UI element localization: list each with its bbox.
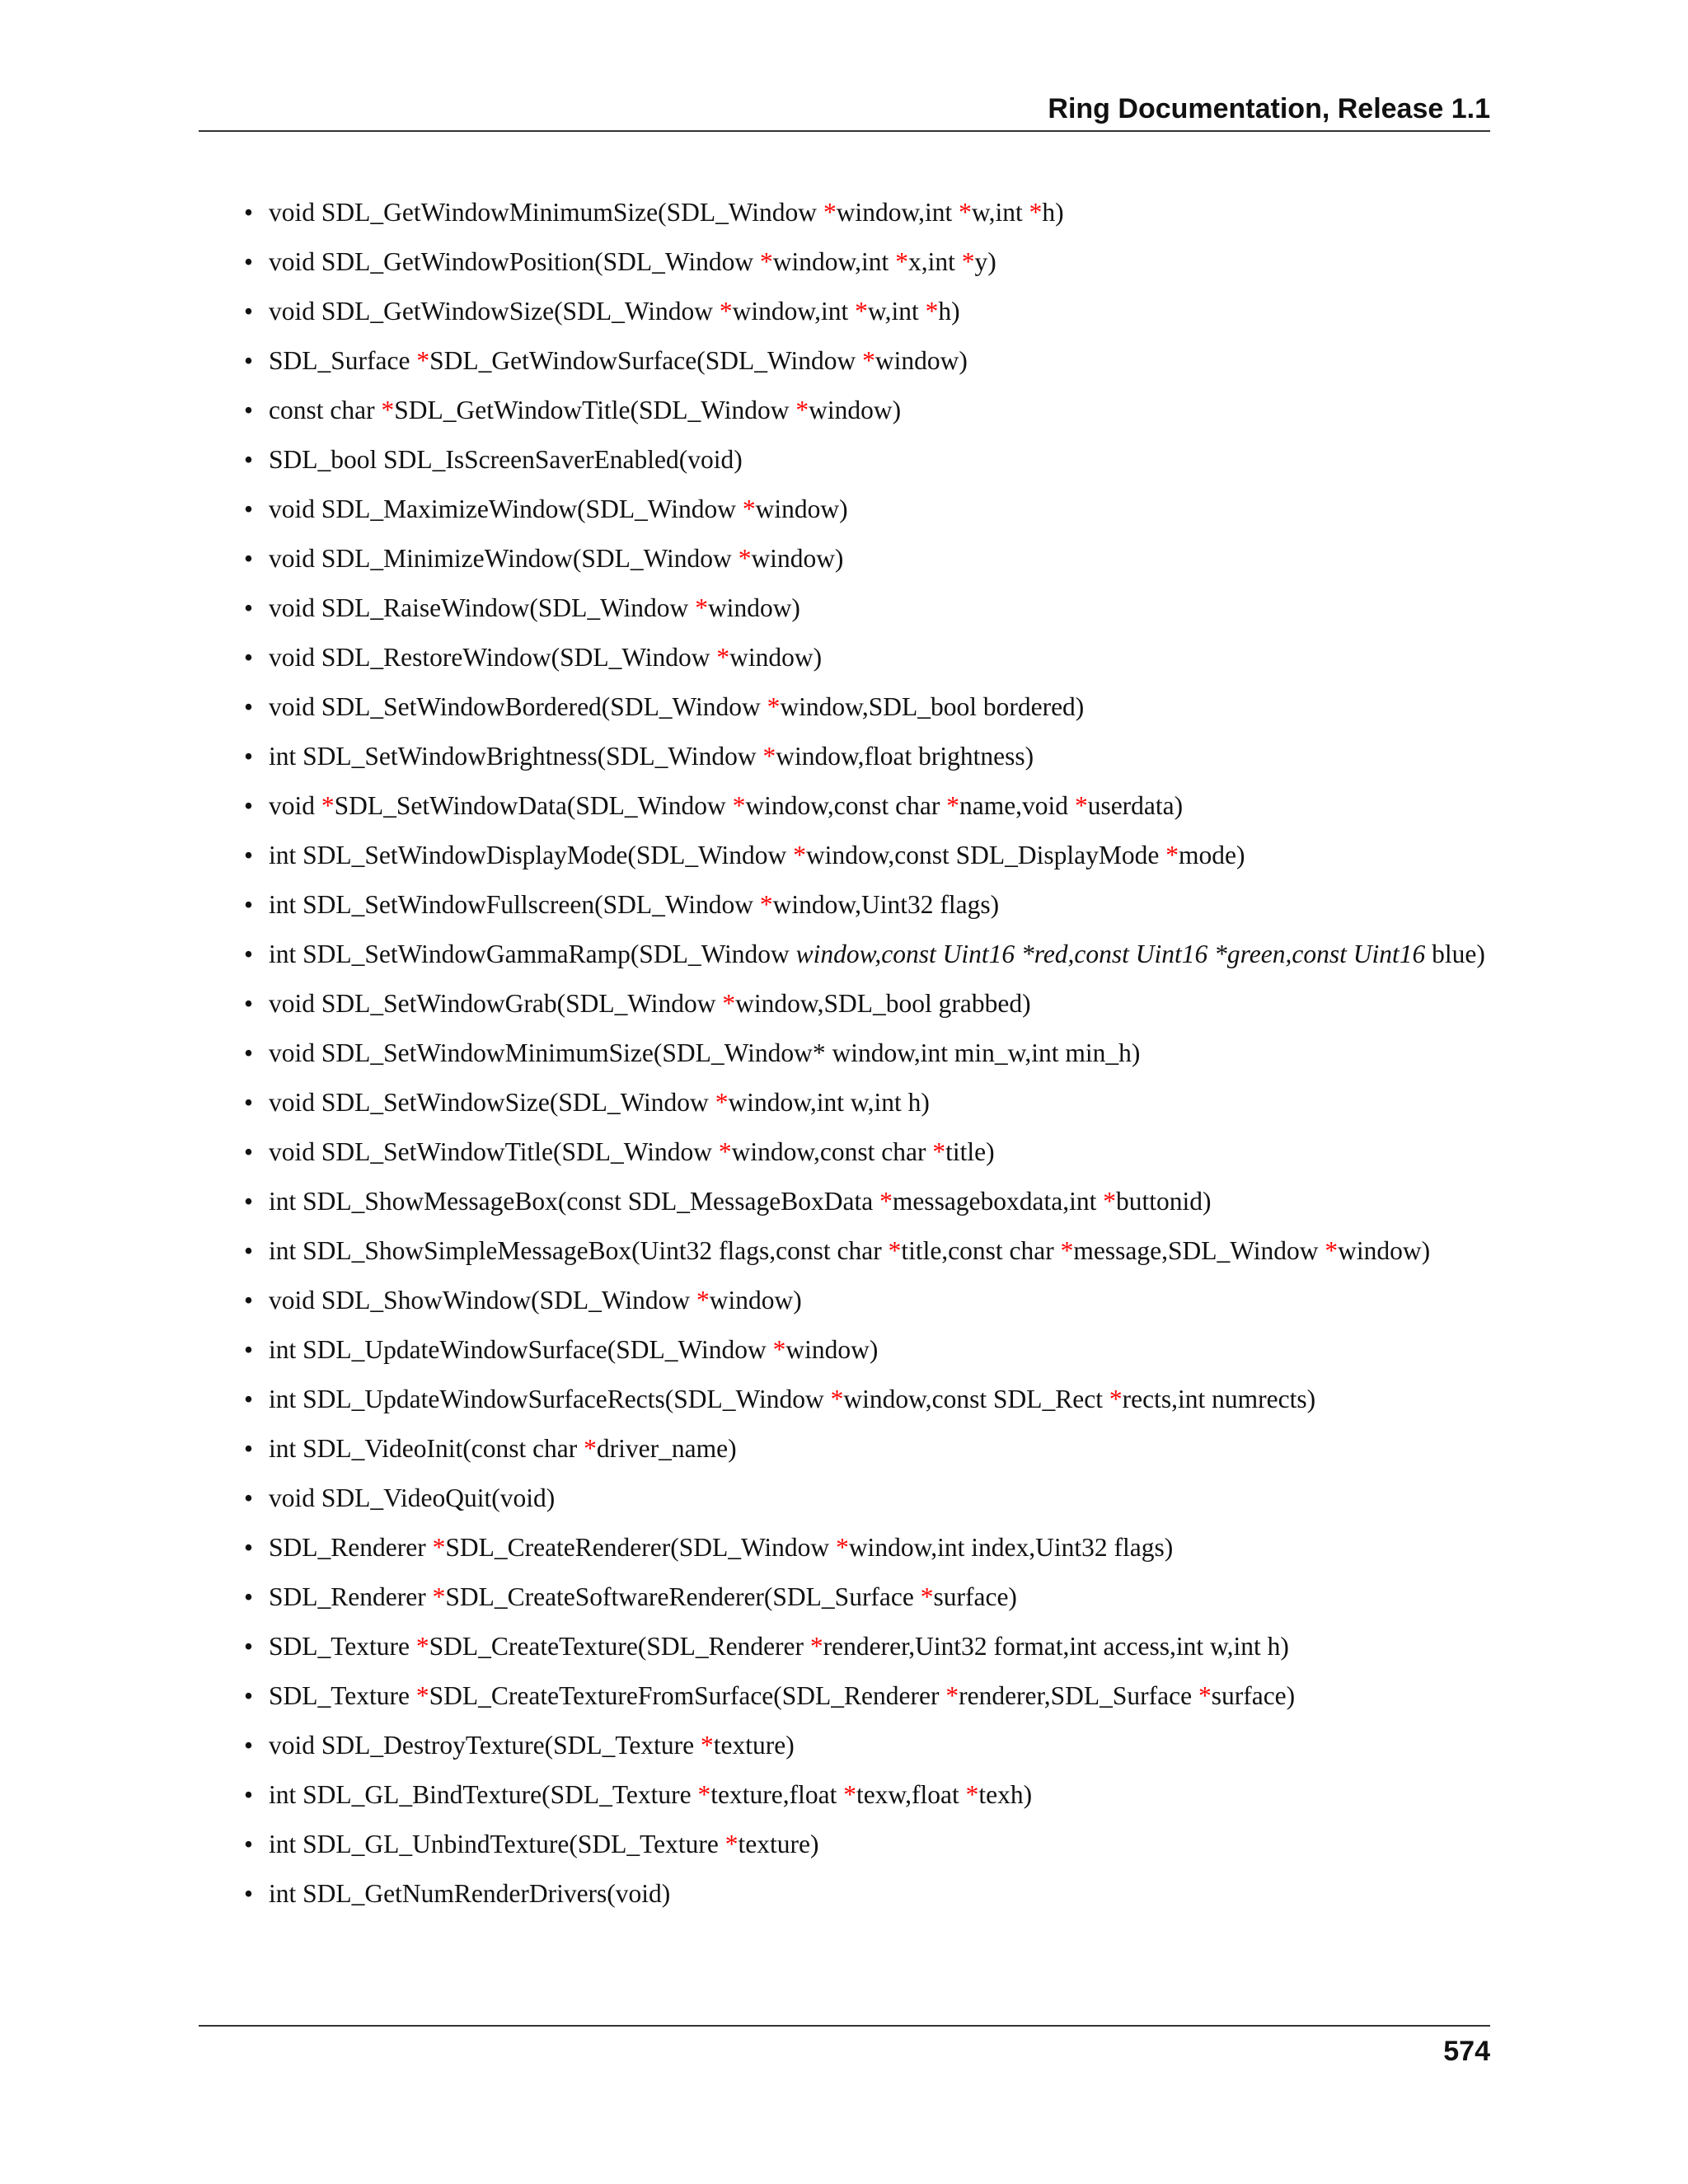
function-signature [269,198,1064,227]
signature-text: driver_name) [596,1434,737,1463]
signature-text: window,SDL_bool bordered) [780,692,1085,721]
signature-text: window) [785,1335,879,1364]
function-signature [269,247,996,276]
signature-text: int SDL_SetWindowGammaRamp(SDL_Window [269,940,796,968]
signature-text: renderer,Uint32 format,int access,int w,int h) [823,1632,1289,1661]
function-item [244,1531,1493,1564]
function-item [244,888,1493,921]
signature-text: rects,int numrects) [1122,1385,1316,1413]
function-item [244,740,1493,773]
signature-text: void SDL_VideoQuit(void) [269,1483,556,1512]
bullet-icon: • [244,445,254,474]
function-signature [269,940,1485,968]
bullet-icon: • [244,1038,254,1067]
signature-text: blue) [1425,940,1485,968]
bullet-icon: • [244,593,254,622]
signature-text: h) [1042,198,1064,227]
signature-text: void SDL_SetWindowSize(SDL_Window [269,1088,715,1117]
signature-text: window) [755,494,848,523]
pointer-star: * [879,1187,893,1216]
bullet-icon: • [244,1236,254,1265]
function-signature [269,445,743,474]
function-signature [269,1830,818,1858]
signature-text: window,int w,int h) [728,1088,930,1117]
bullet-icon: • [244,1483,254,1512]
bullet-icon: • [244,1632,254,1661]
function-signature [269,1582,1017,1611]
pointer-star: * [762,742,776,771]
signature-text: SDL_CreateSoftwareRenderer(SDL_Surface [445,1582,921,1611]
pointer-star: * [759,247,773,276]
bullet-icon: • [244,1385,254,1413]
bullet-icon: • [244,890,254,919]
function-signature [269,494,848,523]
function-signature [269,742,1034,771]
function-signature [269,1434,737,1463]
signature-text: window,SDL_bool grabbed) [735,989,1031,1018]
signature-text: surface) [933,1582,1017,1611]
signature-text: SDL_CreateTextureFromSurface(SDL_Renderer [429,1681,946,1710]
signature-text: SDL_GetWindowSurface(SDL_Window [429,346,863,375]
signature-text: void SDL_RaiseWindow(SDL_Window [269,593,696,622]
bullet-icon: • [244,791,254,820]
bullet-icon: • [244,1187,254,1216]
bullet-icon: • [244,1286,254,1315]
function-signature [269,346,968,375]
signature-text: void SDL_RestoreWindow(SDL_Window [269,643,717,672]
signature-text: SDL_GetWindowTitle(SDL_Window [394,396,796,424]
function-item [244,1235,1493,1268]
signature-text: name,void [959,791,1075,820]
signature-text: window,const Uint16 *red,const Uint16 *green,const Uint16 [795,940,1426,968]
pointer-star: * [732,791,746,820]
bullet-icon: • [244,643,254,672]
function-item [244,1828,1493,1861]
bullet-icon: • [244,1533,254,1562]
pointer-star: * [946,791,959,820]
pointer-star: * [697,1780,711,1809]
pointer-star: * [1060,1236,1074,1265]
pointer-star: * [718,1137,732,1166]
signature-text: texture,float [710,1780,844,1809]
function-item [244,1086,1493,1119]
bullet-icon: • [244,247,254,276]
signature-text: int SDL_GL_UnbindTexture(SDL_Texture [269,1830,725,1858]
signature-text: SDL_CreateTexture(SDL_Renderer [429,1632,810,1661]
function-item [244,839,1493,872]
signature-text: void SDL_GetWindowPosition(SDL_Window [269,247,760,276]
function-signature [269,1335,878,1364]
function-signature [269,890,999,919]
signature-text: int SDL_GL_BindTexture(SDL_Texture [269,1780,698,1809]
pointer-star: * [961,247,975,276]
pointer-star: * [416,346,430,375]
signature-text: SDL_SetWindowData(SDL_Window [334,791,733,820]
pointer-star: * [793,841,806,869]
signature-text: int SDL_SetWindowBrightness(SDL_Window [269,742,763,771]
function-item [244,1185,1493,1218]
signature-text: int SDL_SetWindowDisplayMode(SDL_Window [269,841,794,869]
function-item [244,938,1493,971]
function-item [244,1136,1493,1169]
function-signature [269,1385,1315,1413]
signature-text: window) [809,396,902,424]
signature-text: window,float brightness) [776,742,1034,771]
function-item [244,493,1493,526]
signature-text: SDL_bool SDL_IsScreenSaverEnabled(void) [269,445,743,474]
signature-text: int SDL_UpdateWindowSurface(SDL_Window [269,1335,773,1364]
pointer-star: * [1325,1236,1339,1265]
signature-text: window) [874,346,968,375]
function-item [244,1383,1493,1416]
function-signature [269,841,1245,869]
signature-text: int SDL_ShowSimpleMessageBox(Uint32 flags,const char [269,1236,889,1265]
signature-text: int SDL_GetNumRenderDrivers(void) [269,1879,671,1908]
signature-text: window,const SDL_DisplayMode [805,841,1166,869]
signature-text: x,int [907,247,962,276]
pointer-star: * [759,890,773,919]
pointer-star: * [1109,1385,1123,1413]
pointer-star: * [945,1681,959,1710]
bullet-icon: • [244,346,254,375]
signature-text: message,SDL_Window [1073,1236,1325,1265]
function-item [244,691,1493,724]
pointer-star: * [724,1830,738,1858]
function-item [244,641,1493,674]
pointer-star: * [432,1533,446,1562]
function-item [244,1284,1493,1317]
signature-text: SDL_Renderer [269,1582,433,1611]
function-item [244,1333,1493,1366]
bullet-icon: • [244,940,254,968]
signature-text: texw,float [856,1780,966,1809]
function-signature [269,1879,670,1908]
pointer-star: * [432,1582,446,1611]
pointer-star: * [381,396,395,424]
signature-text: window) [707,593,800,622]
function-signature [269,544,843,573]
signature-text: void SDL_GetWindowSize(SDL_Window [269,297,720,326]
pointer-star: * [888,1236,902,1265]
function-item [244,344,1493,377]
function-signature [269,692,1084,721]
bullet-icon: • [244,1879,254,1908]
signature-text: y) [974,247,996,276]
signature-text: void SDL_ShowWindow(SDL_Window [269,1286,696,1315]
signature-text: window,const char [731,1137,933,1166]
signature-text: window,Uint32 flags) [772,890,1000,919]
pointer-star: * [1074,791,1088,820]
function-list [244,196,1493,1927]
pointer-star: * [795,396,809,424]
signature-text: window,const SDL_Rect [843,1385,1109,1413]
bullet-icon: • [244,1780,254,1809]
function-signature [269,1681,1295,1710]
function-signature [269,1780,1032,1809]
bullet-icon: • [244,544,254,573]
function-signature [269,1187,1212,1216]
signature-text: void [269,791,321,820]
pointer-star: * [772,1335,786,1364]
function-item [244,1630,1493,1663]
pointer-star: * [584,1434,597,1463]
page-number: 574 [1443,2036,1490,2067]
pointer-star: * [1103,1187,1117,1216]
pointer-star: * [1165,841,1179,869]
function-item [244,1581,1493,1614]
signature-text: void SDL_SetWindowBordered(SDL_Window [269,692,767,721]
pointer-star: * [321,791,335,820]
bullet-icon: • [244,1137,254,1166]
pointer-star: * [895,247,908,276]
signature-text: texture) [713,1731,795,1760]
signature-text: title) [945,1137,995,1166]
function-item [244,394,1493,427]
signature-text: h) [938,297,960,326]
bullet-icon: • [244,1088,254,1117]
signature-text: void SDL_SetWindowTitle(SDL_Window [269,1137,719,1166]
function-signature [269,1038,1140,1067]
signature-text: w,int [971,198,1029,227]
signature-text: window,int [772,247,896,276]
bullet-icon: • [244,1434,254,1463]
signature-text: SDL_CreateRenderer(SDL_Window [445,1533,837,1562]
signature-text: w,int [867,297,926,326]
bullet-icon: • [244,1582,254,1611]
signature-text: SDL_Renderer [269,1533,433,1562]
pointer-star: * [932,1137,946,1166]
function-item [244,1680,1493,1713]
signature-text: userdata) [1087,791,1184,820]
signature-text: window) [709,1286,802,1315]
signature-text: void SDL_MinimizeWindow(SDL_Window [269,544,738,573]
function-item [244,246,1493,279]
signature-text: texh) [978,1780,1033,1809]
function-item [244,196,1493,229]
signature-text: mode) [1179,841,1245,869]
function-item [244,542,1493,575]
pointer-star: * [715,1088,729,1117]
signature-text: buttonid) [1116,1187,1212,1216]
pointer-star: * [843,1780,856,1809]
signature-text: window) [729,643,823,672]
function-item [244,443,1493,476]
function-item [244,1482,1493,1515]
bullet-icon: • [244,297,254,326]
signature-text: renderer,SDL_Surface [959,1681,1198,1710]
function-signature [269,1533,1173,1562]
function-item [244,1779,1493,1811]
bullet-icon: • [244,198,254,227]
signature-text: void SDL_DestroyTexture(SDL_Texture [269,1731,701,1760]
bullet-icon: • [244,396,254,424]
signature-text: window) [1338,1236,1431,1265]
function-signature [269,1632,1289,1661]
bullet-icon: • [244,494,254,523]
signature-text: int SDL_VideoInit(const char [269,1434,584,1463]
pointer-star: * [415,1632,429,1661]
function-item [244,1877,1493,1910]
pointer-star: * [855,297,868,326]
pointer-star: * [862,346,875,375]
function-item [244,790,1493,823]
pointer-star: * [695,593,708,622]
function-signature [269,1137,995,1166]
document-title: Ring Documentation, Release 1.1 [1048,93,1490,124]
pointer-star: * [716,643,730,672]
function-signature [269,1731,795,1760]
pointer-star: * [767,692,781,721]
signature-text: messageboxdata,int [892,1187,1104,1216]
pointer-star: * [719,297,733,326]
pointer-star: * [738,544,752,573]
signature-text: const char [269,396,382,424]
signature-text: window,const char [745,791,947,820]
pointer-star: * [742,494,756,523]
signature-text: int SDL_ShowMessageBox(const SDL_MessageBoxData [269,1187,880,1216]
page-header [199,92,1490,132]
pointer-star: * [836,1533,849,1562]
bullet-icon: • [244,1830,254,1858]
signature-text: surface) [1211,1681,1296,1710]
function-signature [269,1286,802,1315]
pointer-star: * [1029,198,1043,227]
signature-text: void SDL_MaximizeWindow(SDL_Window [269,494,743,523]
pointer-star: * [1198,1681,1212,1710]
signature-text: SDL_Surface [269,346,417,375]
pointer-star: * [696,1286,710,1315]
function-signature [269,989,1031,1018]
page-footer [199,2025,1490,2076]
pointer-star: * [415,1681,429,1710]
signature-text: void SDL_GetWindowMinimumSize(SDL_Window [269,198,823,227]
pointer-star: * [920,1582,934,1611]
bullet-icon: • [244,1681,254,1710]
pointer-star: * [925,297,939,326]
pointer-star: * [700,1731,714,1760]
function-signature [269,1088,930,1117]
signature-text: window,int [732,297,856,326]
signature-text: void SDL_SetWindowMinimumSize(SDL_Window* window,int min_w,int min_h) [269,1038,1141,1067]
function-signature [269,396,901,424]
function-item [244,987,1493,1020]
signature-text: SDL_Texture [269,1681,416,1710]
function-item [244,592,1493,625]
bullet-icon: • [244,692,254,721]
function-item [244,295,1493,328]
bullet-icon: • [244,1731,254,1760]
bullet-icon: • [244,742,254,771]
signature-text: texture) [738,1830,819,1858]
function-signature [269,1236,1430,1265]
signature-text: window) [751,544,844,573]
pointer-star: * [722,989,736,1018]
pointer-star: * [809,1632,823,1661]
bullet-icon: • [244,841,254,869]
signature-text: SDL_Texture [269,1632,416,1661]
function-signature [269,593,800,622]
function-item [244,1432,1493,1465]
pointer-star: * [965,1780,979,1809]
signature-text: int SDL_UpdateWindowSurfaceRects(SDL_Window [269,1385,831,1413]
bullet-icon: • [244,989,254,1018]
signature-text: void SDL_SetWindowGrab(SDL_Window [269,989,723,1018]
function-signature [269,643,822,672]
signature-text: window,int [836,198,959,227]
signature-text: title,const char [901,1236,1061,1265]
function-signature [269,1483,555,1512]
pointer-star: * [959,198,972,227]
pointer-star: * [823,198,837,227]
function-signature [269,791,1183,820]
function-item [244,1729,1493,1762]
function-item [244,1037,1493,1070]
bullet-icon: • [244,1335,254,1364]
function-signature [269,297,960,326]
signature-text: int SDL_SetWindowFullscreen(SDL_Window [269,890,760,919]
signature-text: window,int index,Uint32 flags) [848,1533,1174,1562]
pointer-star: * [830,1385,844,1413]
